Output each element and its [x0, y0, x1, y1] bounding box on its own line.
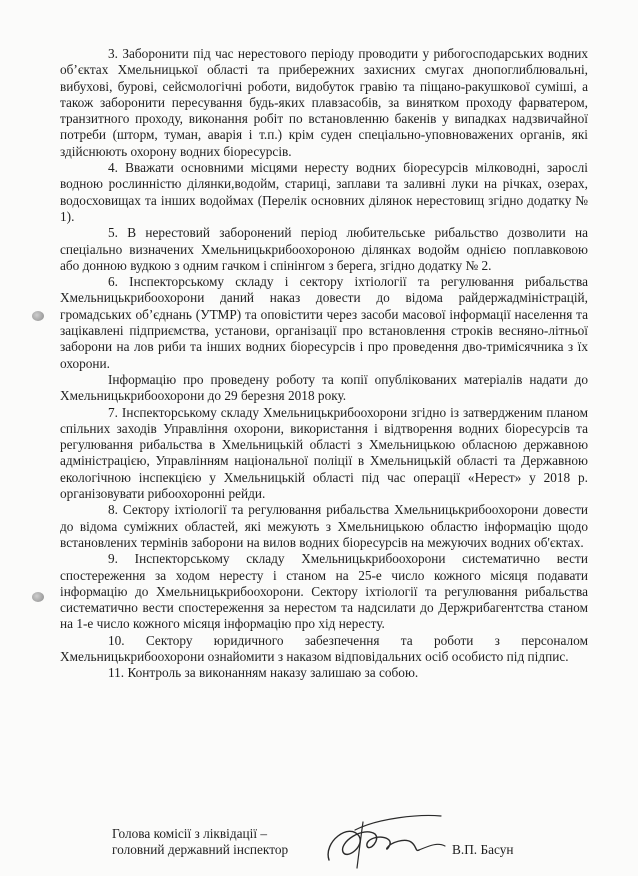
binder-hole-mark [32, 592, 44, 602]
signature-block [112, 826, 572, 859]
signer-name: В.П. Басун [452, 842, 514, 857]
paragraph-3: 3. Заборонити під час нерестового періоду проводити у рибогосподарських водних об’єктах Хмельницької області та прибережних захисних смугах днопоглиблювальні, вибухові, бурові, сейсмологічні роботи, видобуток гравію та піщано-ракушкової суміші, а також заборонити пересування будь-яких плавзасобів, за винятком проходу фарватером, транзитного проходу, виконання робіт по встановленню бакенів у випадках надзвичайної потреби (шторм, туман, аварія і т.п.) крім суден спеціально-уповноважених органів, які здійснюють охорону водних біоресурсів. [60, 46, 588, 159]
paragraph-4: 4. Вважати основними місцями нересту водних біоресурсів мілководні, зарослі водною рослинністю ділянки,водойм, стариці, заплави та заливні луки на річках, озерах, водосховищах та інших водоймах (Перелік основних ділянок нерестовищ згідно додатку № 1). [60, 160, 588, 224]
paragraph-6-report: Інформацію про проведену роботу та копії опублікованих матеріалів надати до Хмельницькрибоохорони до 29 березня 2018 року. [60, 371, 588, 404]
paragraph-6: 6. Інспекторському складу і сектору іхтіології та регулювання рибальства Хмельницькрибоохорони даний наказ довести до відома райдержадміністрацій, громадських об’єднань (УТМР) та оповістити через засоби масової інформації населення та зацікавлені підприємства, установи, організації про встановлення строків весняно-літньої заборони на лов риби та інших водних біоресурсів і про проведення дво-тримісячника з їх охорони. [60, 274, 588, 371]
handwritten-signature [319, 812, 449, 874]
paragraph-11: 11. Контроль за виконанням наказу залишаю за собою. [108, 665, 419, 681]
paragraph-10: 10. Сектору юридичного забезпечення та роботи з персоналом Хмельницькрибоохорони ознайомити з наказом відповідальних осіб особисто під підпис. [60, 632, 588, 664]
signer-position-line2: головний державний інспектор [112, 842, 289, 858]
binder-hole-mark [32, 311, 44, 321]
paragraph-5: 5. В нерестовий заборонений період любительське рибальство дозволити на спеціально визначених Хмельницькрибоохороною ділянках водойм однією поплавковою або донною вудкою з одним гачком і спінінгом з берега, згідно додатку № 2. [60, 225, 588, 273]
document-body [60, 46, 588, 682]
paragraph-9: 9. Інспекторському складу Хмельницькрибоохорони систематично вести спостереження за ходом нересту і станом на 25-е число кожного місяця подавати інформацію до Хмельницькрибоохорони. Сектору іхтіології та регулювання рибальства систематично вести спостереження за нерестом та надсилати до Держрибагентства станом на 1-е число кожного місяця інформацію про хід нересту. [60, 551, 588, 632]
paragraph-8: 8. Сектору іхтіології та регулювання рибальства Хмельницькрибоохорони довести до відома суміжних областей, які межують з Хмельницькою областю інформацію щодо встановлених термінів заборони на вилов водних біоресурсів на межуючих водних об'єктах. [60, 502, 588, 550]
signer-position-line1: Голова комісії з ліквідації – [112, 826, 267, 841]
paragraph-7: 7. Інспекторському складу Хмельницькрибоохорони згідно із затвердженим планом спільних заходів Управління охорони, використання і відтворення водних біоресурсів та регулювання рибальства в Хмельницькій області з Хмельницькою обласною державною адміністрацією, Управлінням національної поліції в Хмельницькій області та Державною екологічною інспекцією у Хмельницькій області під час операції «Нерест» у 2018 р. організовувати рибоохоронні рейди. [60, 404, 588, 502]
